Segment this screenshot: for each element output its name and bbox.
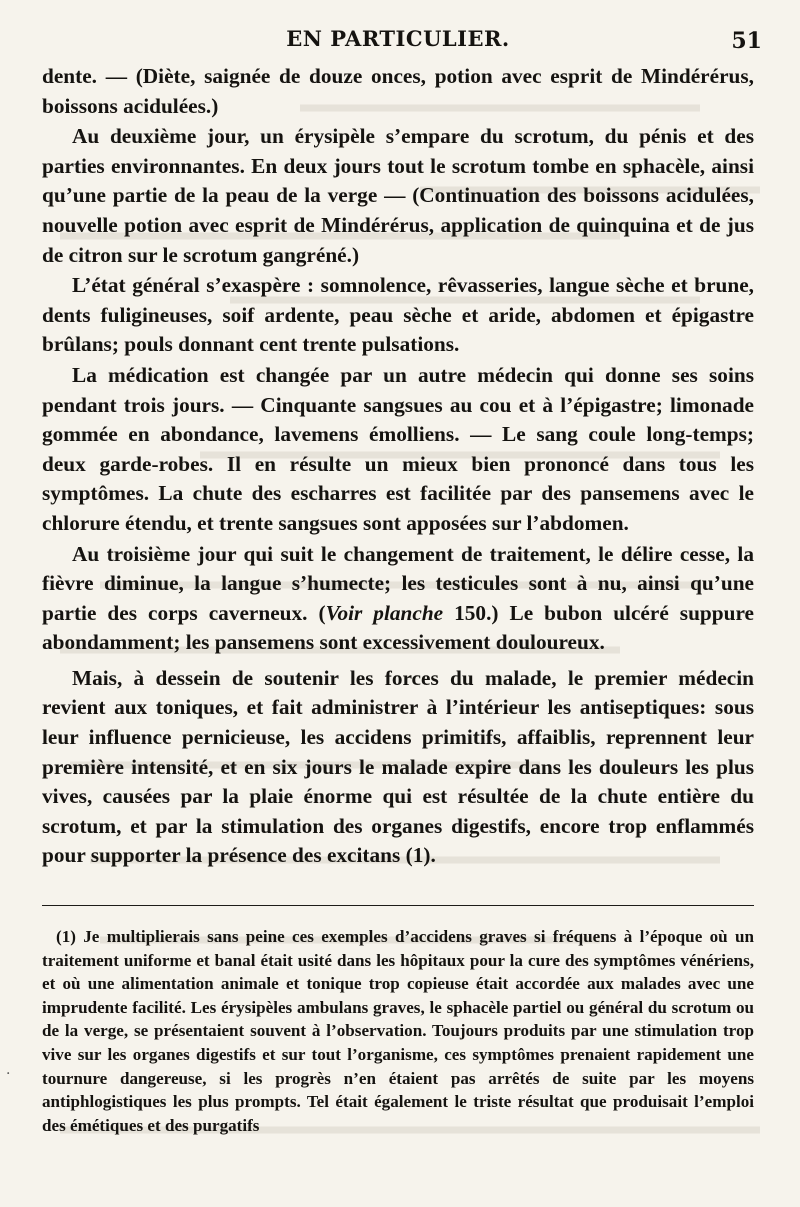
plate-reference: Voir planche <box>325 600 444 625</box>
footnote: (1) Je multiplierais sans peine ces exemples d’accidens graves si fréquens à l’époque où un traitement uniforme et banal était usité dans les hôpitaux pour la cure des symptômes vénériens, et où une alimentation animale et tonique trop copieuse était accordée aux malades avec une imprudente facilité. Les érysipèles ambulans graves, le sphacèle partiel ou général du scrotum ou de la verge, se présentaient souvent à l’observation. Toujours produits par une stimulation trop vive sur les organes digestifs et sur tout l’organisme, ces symptômes prenaient rapidement une tournure dangereuse, si les progrès n’en étaient pas arrêtés de suite par les moyens antiphlogistiques les plus prompts. Tel était également le triste résultat que produisait l’emploi des émétiques et des purgatifs <box>42 927 754 1135</box>
running-header <box>42 22 762 62</box>
margin-mark: · <box>6 1066 11 1082</box>
paragraph-4: La médication est changée par un autre médecin qui donne ses soins pendant trois jours. — Cinquante sangsues au cou et à l’épigastre; limonade gommée en abondance, lavemens émolliens. — Le sang coule long-temps; deux garde-robes. Il en résulte un mieux bien prononcé dans tous les symptômes. La chute des escharres est facilitée par des pansemens avec le chlorure étendu, et trente sangsues sont apposées sur l’abdomen. <box>42 362 754 535</box>
footnote-separator <box>42 905 754 906</box>
paragraph-5-text-b: 150.) Le bubon ulcéré suppure abondamment; les pansemens sont excessivement douloureux. <box>42 600 754 655</box>
page-number: 51 <box>731 28 762 54</box>
paragraph-1: dente. — (Diète, saignée de douze onces, potion avec esprit de Mindérérus, boissons acidulées.) <box>42 64 754 118</box>
paragraph-5 <box>42 540 754 658</box>
paragraph-2: Au deuxième jour, un érysipèle s’empare du scrotum, du pénis et des parties environnantes. En deux jours tout le scrotum tombe en sphacèle, ainsi qu’une partie de la peau de la verge — (Continuation des boissons acidulées, nouvelle potion avec esprit de Mindérérus, application de quinquina et de jus de citron sur le scrotum gangréné.) <box>42 124 754 267</box>
paragraph-5-text-a: Au troisième jour qui suit le changement de traitement, le délire cesse, la fièvre diminue, la langue s’humecte; les testicules sont à nu, ainsi qu’une partie des corps caverneux. ( <box>42 541 754 625</box>
paragraph-3: L’état général s’exaspère : somnolence, rêvasseries, langue sèche et brune, dents fuligineuses, soif ardente, peau sèche et aride, abdomen et épigastre brûlans; pouls donnant cent trente pulsations. <box>42 273 754 357</box>
book-page <box>42 22 762 1137</box>
paragraph-6: Mais, à dessein de soutenir les forces du malade, le premier médecin revient aux toniques, et fait administrer à l’intérieur les antiseptiques: sous leur influence pernicieuse, les accidens primitifs, affaiblis, reprennent leur première intensité, et en six jours le malade expire dans les douleurs les plus vives, causées par la plaie énorme qui est résultée de la chute entière du scrotum, et par la stimulation des organes digestifs, encore trop enflammés pour supporter la présence des excitans (1). <box>42 665 754 868</box>
running-title: EN PARTICULIER. <box>286 26 510 51</box>
main-text <box>42 62 754 871</box>
